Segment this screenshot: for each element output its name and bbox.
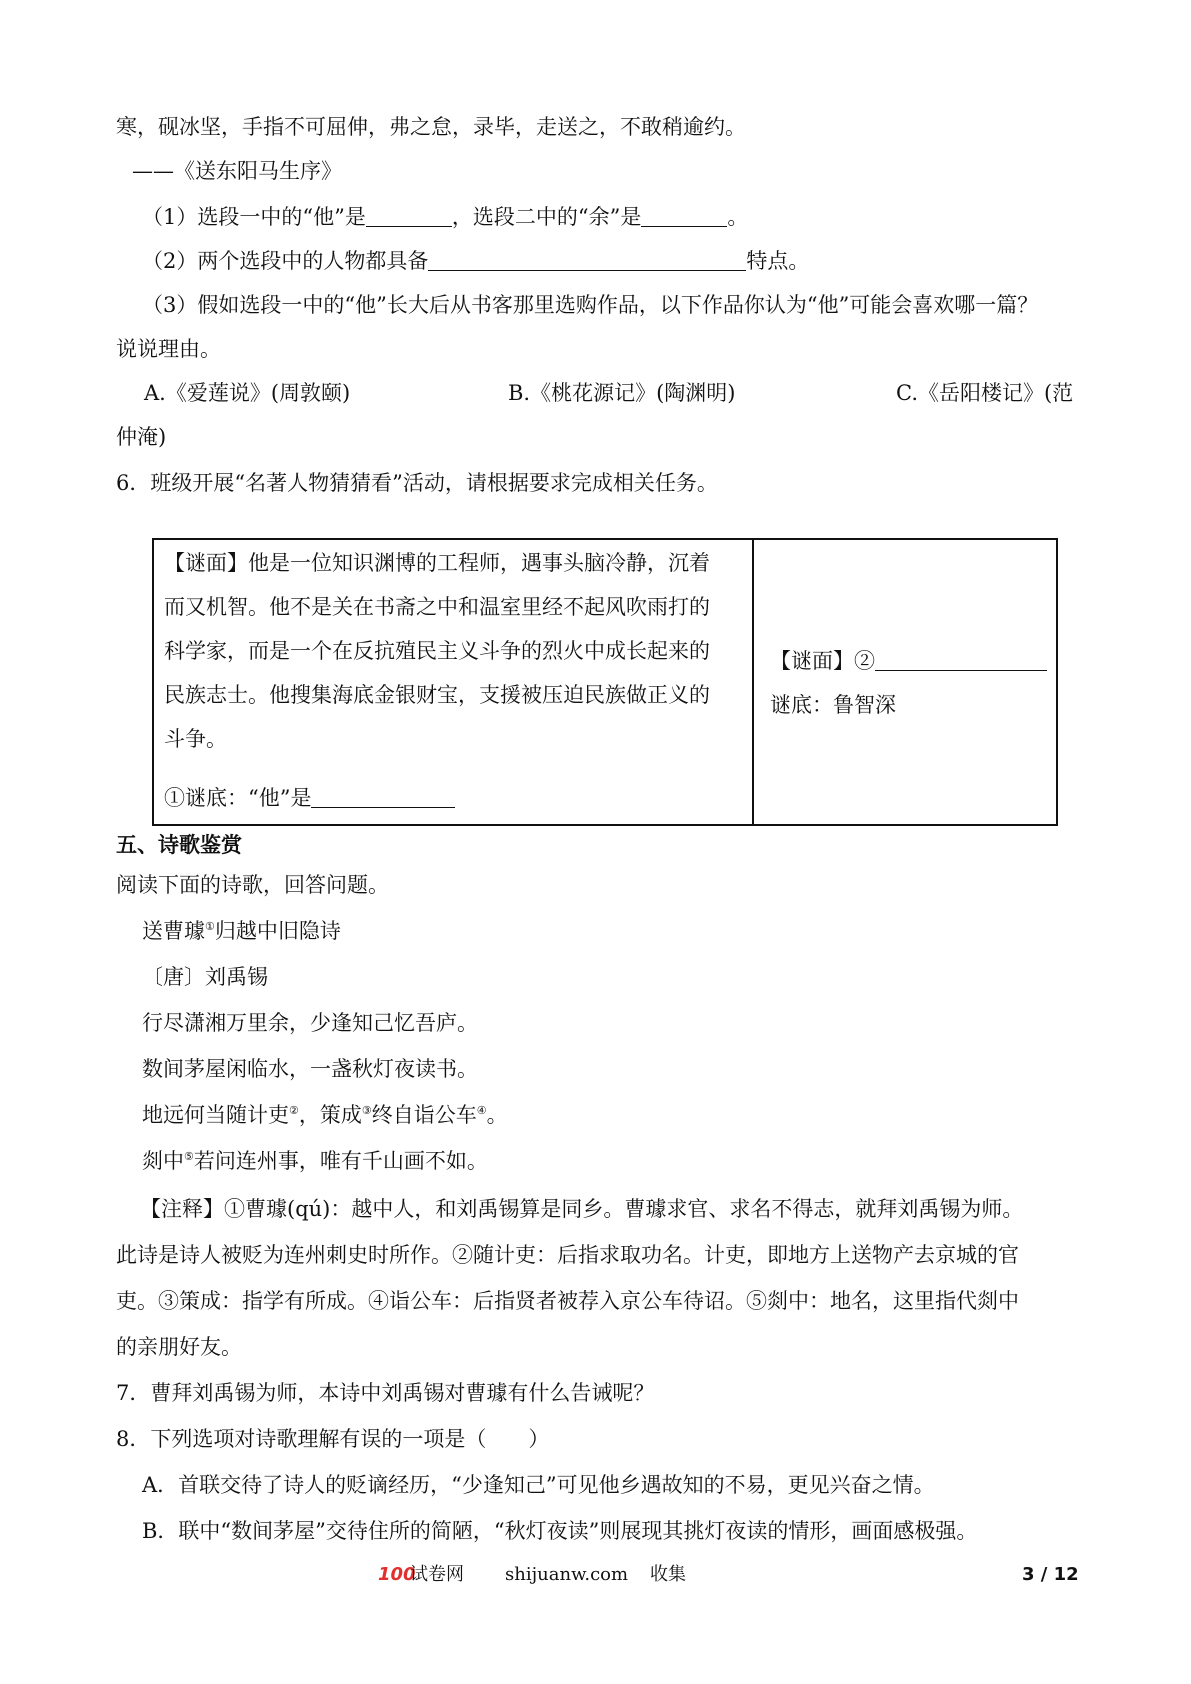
riddle-text-line: 斗争。	[164, 727, 227, 751]
q5-sub3: （3）假如选段一中的“他”长大后从书客那里选购作品，以下作品你认为“他”可能会喜欢哪一篇？	[142, 293, 1039, 317]
answer-blank[interactable]	[366, 204, 452, 227]
riddle-prompt-2: 【谜面】②	[770, 646, 1047, 676]
site-logo: 100	[378, 1564, 416, 1585]
passage-source: ——《送东阳马生序》	[132, 159, 342, 183]
site-name: 试卷网	[410, 1564, 464, 1585]
q5-sub2: （2）两个选段中的人物都具备 特点。	[142, 249, 810, 273]
riddle-text-line: 【谜面】他是一位知识渊博的工程师，遇事头脑冷静，沉着	[164, 551, 710, 575]
collect-label: 收集	[650, 1564, 686, 1585]
poem-notes-line: 吏。③策成：指学有所成。④诣公车：后指贤者被荐入京公车待诏。⑤剡中：地名，这里指代剡中	[116, 1289, 1019, 1313]
site-url[interactable]: shijuanw.com	[505, 1564, 629, 1585]
poem-notes-line: 的亲朋好友。	[116, 1335, 242, 1359]
riddle-answer-1: ①谜底：“他”是	[164, 783, 455, 813]
poem-notes-line: 此诗是诗人被贬为连州刺史时所作。②随计吏：后指求取功名。计吏，即地方上送物产去京城的官	[116, 1243, 1019, 1267]
riddle-text-line: 而又机智。他不是关在书斋之中和温室里经不起风吹雨打的	[164, 595, 710, 619]
poem-line: 剡中⑤若问连州事，唯有千山画不如。	[142, 1149, 488, 1173]
q8-option-b: B．联中“数间茅屋”交待住所的简陋，“秋灯夜读”则展现其挑灯夜读的情形，画面感极强。	[142, 1519, 978, 1543]
q8-option-a: A．首联交待了诗人的贬谪经历，“少逢知己”可见他乡遇故知的不易，更见兴奋之情。	[142, 1473, 935, 1497]
riddle-answer-2: 谜底：鲁智深	[770, 693, 896, 717]
q5-sub3-cont: 说说理由。	[116, 337, 221, 361]
option-a: A.《爱莲说》(周敦颐)	[144, 381, 351, 405]
question-7: 7．曹拜刘禹锡为师，本诗中刘禹锡对曹璩有什么告诫呢？	[116, 1381, 655, 1405]
answer-blank[interactable]	[641, 204, 727, 227]
page-footer	[0, 1560, 1191, 1590]
option-c-cont: 仲淹)	[116, 425, 167, 449]
q6-stem: 6．班级开展“名著人物猜猜看”活动，请根据要求完成相关任务。	[116, 471, 718, 495]
q5-sub1: （1）选段一中的“他”是 ，选段二中的“余”是 。	[142, 205, 749, 229]
page-number: 3 / 12	[1022, 1564, 1079, 1585]
option-b: B.《桃花源记》(陶渊明)	[508, 381, 736, 405]
poem-title: 送曹璩①归越中旧隐诗	[142, 919, 341, 943]
riddle-right-cell	[754, 540, 1056, 824]
poem-line: 数间茅屋闲临水，一盏秋灯夜读书。	[142, 1057, 478, 1081]
option-c: C.《岳阳楼记》(范	[896, 381, 1074, 405]
riddle-table	[152, 538, 1058, 826]
poem-author: 〔唐〕刘禹锡	[142, 965, 268, 989]
poem-line: 行尽潇湘万里余，少逢知己忆吾庐。	[142, 1011, 478, 1035]
poem-line: 地远何当随计吏②，策成③终自诣公车④。	[142, 1103, 508, 1127]
question-8: 8．下列选项对诗歌理解有误的一项是（ ）	[116, 1427, 550, 1451]
poem-instruction: 阅读下面的诗歌，回答问题。	[116, 873, 389, 897]
riddle-text-line: 科学家，而是一个在反抗殖民主义斗争的烈火中成长起来的	[164, 639, 710, 663]
riddle-left-cell	[154, 540, 754, 824]
answer-blank[interactable]	[428, 248, 746, 271]
answer-blank[interactable]	[311, 785, 455, 808]
answer-blank[interactable]	[875, 648, 1047, 671]
section-heading: 五、诗歌鉴赏	[116, 833, 242, 857]
riddle-text-line: 民族志士。他搜集海底金银财宝，支援被压迫民族做正义的	[164, 683, 710, 707]
poem-notes-line: 【注释】①曹璩(qú)：越中人，和刘禹锡算是同乡。曹璩求官、求名不得志，就拜刘禹锡为师。	[140, 1197, 1024, 1221]
passage-line: 寒，砚冰坚，手指不可屈伸，弗之怠，录毕，走送之，不敢稍逾约。	[116, 115, 746, 139]
